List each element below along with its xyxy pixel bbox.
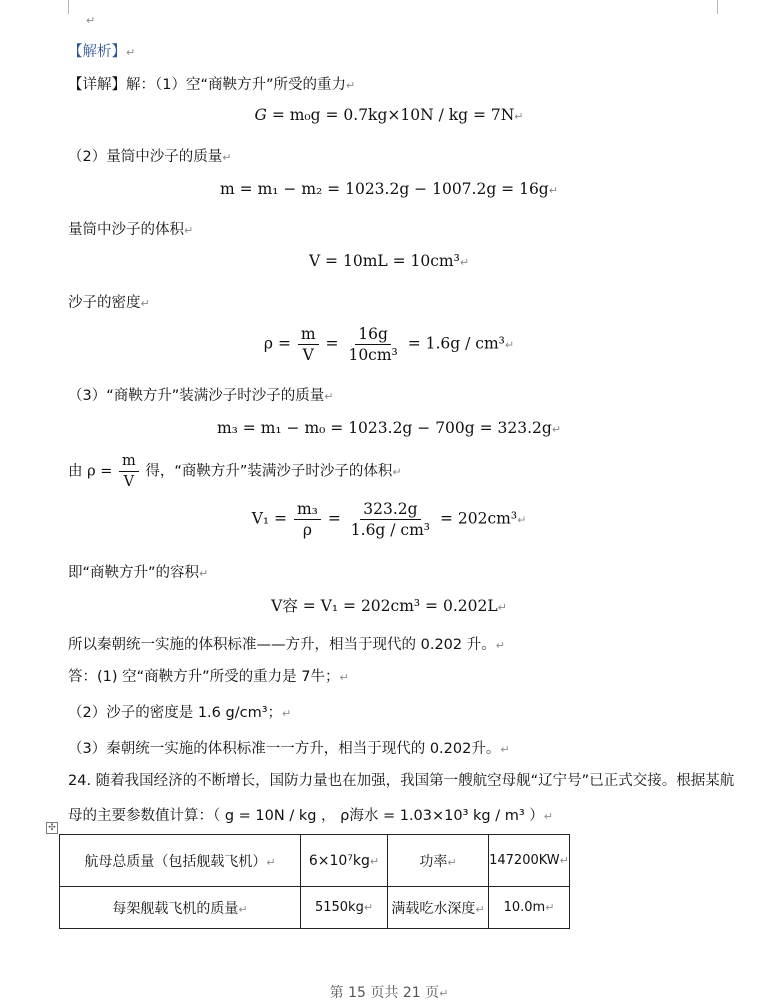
equation-full-sand-mass: m₃ = m₁ − m₀ = 1023.2g − 700g = 323.2g↵	[216, 419, 562, 437]
paragraph-mark: ↵	[86, 14, 96, 27]
carrier-parameters-table	[59, 834, 570, 929]
fraction-m3-over-rho: $\frac{\text{m₃}}{\rho}$	[294, 500, 321, 539]
table-cell: 10.0m↵	[489, 887, 570, 929]
detail-paragraph-5: （3）“商鞅方升”装满沙子时沙子的质量↵	[68, 388, 334, 404]
page-corner-mark-left	[68, 0, 69, 14]
table-row	[60, 887, 570, 929]
table-move-handle-icon[interactable]: ✣	[46, 822, 58, 834]
equation-density: ρ = $\frac{m}{V}$ = $\frac{16g}{\text{10cm³}}$ = 1.6g / cm³↵	[263, 325, 515, 364]
equation-sand-mass: m = m₁ − m₂ = 1023.2g − 1007.2g = 16g↵	[220, 180, 558, 198]
table-row	[60, 835, 570, 887]
table-cell: 5150kg↵	[301, 887, 388, 929]
equation-sand-volume: V = 10mL = 10cm³↵	[308, 252, 470, 270]
detail-paragraph-3: 量筒中沙子的体积↵	[68, 222, 194, 238]
table-cell: 满载吃水深度↵	[388, 887, 489, 929]
fraction-density-values: $\frac{16g}{\text{10cm³}}$	[348, 325, 398, 364]
table-cell: 每架舰载飞机的质量↵	[60, 887, 301, 929]
section-label-line: 【解析】↵	[68, 44, 136, 60]
table-cell: 6×10⁷kg↵	[301, 835, 388, 887]
detail-paragraph-8: 所以秦朝统一实施的体积标准——方升，相当于现代的 0.202 升。↵	[68, 637, 505, 653]
page-corner-mark-right	[717, 0, 718, 14]
equation-full-sand-volume: V₁ = $\frac{\text{m₃}}{\rho}$ = $\frac{323.2g}{\text{1.6g / cm³}}$ = 202cm³↵	[251, 500, 527, 539]
fraction-volume-values: $\frac{323.2g}{\text{1.6g / cm³}}$	[350, 500, 431, 539]
detail-paragraph-6: 由 ρ = $\frac{m}{V}$ 得，“商鞅方升”装满沙子时沙子的体积↵	[68, 453, 402, 490]
fraction-m-over-v: $\frac{m}{V}$	[298, 325, 319, 364]
detail-paragraph-4: 沙子的密度↵	[68, 295, 150, 311]
detail-label: 【详解】	[68, 77, 126, 93]
table-cell: 功率↵	[388, 835, 489, 887]
question-24-line-1: 24. 随着我国经济的不断增长，国防力量也在加强，我国第一艘航空母舰“辽宁号”已正式交接。根据某航	[68, 773, 735, 789]
equation-capacity: V容 = V₁ = 202cm³ = 0.202L↵	[271, 597, 507, 615]
detail-paragraph-2: （2）量筒中沙子的质量↵	[68, 149, 232, 165]
equation-gravity: G = m₀g = 0.7kg×10N / kg = 7N↵	[254, 106, 524, 124]
fraction-inline-m-over-v: $\frac{m}{V}$	[119, 452, 139, 491]
answer-line-1: 答：(1) 空“商鞅方升”所受的重力是 7牛；↵	[68, 669, 349, 685]
page-footer: 第 15 页共 21 页↵	[329, 985, 449, 1001]
section-label: 【解析】	[68, 44, 126, 60]
answer-line-2: （2）沙子的密度是 1.6 g/cm³；↵	[68, 705, 292, 721]
table-cell: 航母总质量（包括舰载飞机）↵	[60, 835, 301, 887]
detail-paragraph-7: 即“商鞅方升”的容积↵	[68, 565, 209, 581]
question-24-line-2: 母的主要参数值计算：（ g = 10N / kg ， ρ海水 = 1.03×10³ kg / m³ ）↵	[68, 808, 553, 824]
table-cell: 147200KW↵	[489, 835, 570, 887]
answer-line-3: （3）秦朝统一实施的体积标准一一方升，相当于现代的 0.202升。↵	[68, 741, 510, 757]
detail-paragraph-1: 【详解】解：（1）空“商鞅方升”所受的重力↵	[68, 77, 356, 93]
